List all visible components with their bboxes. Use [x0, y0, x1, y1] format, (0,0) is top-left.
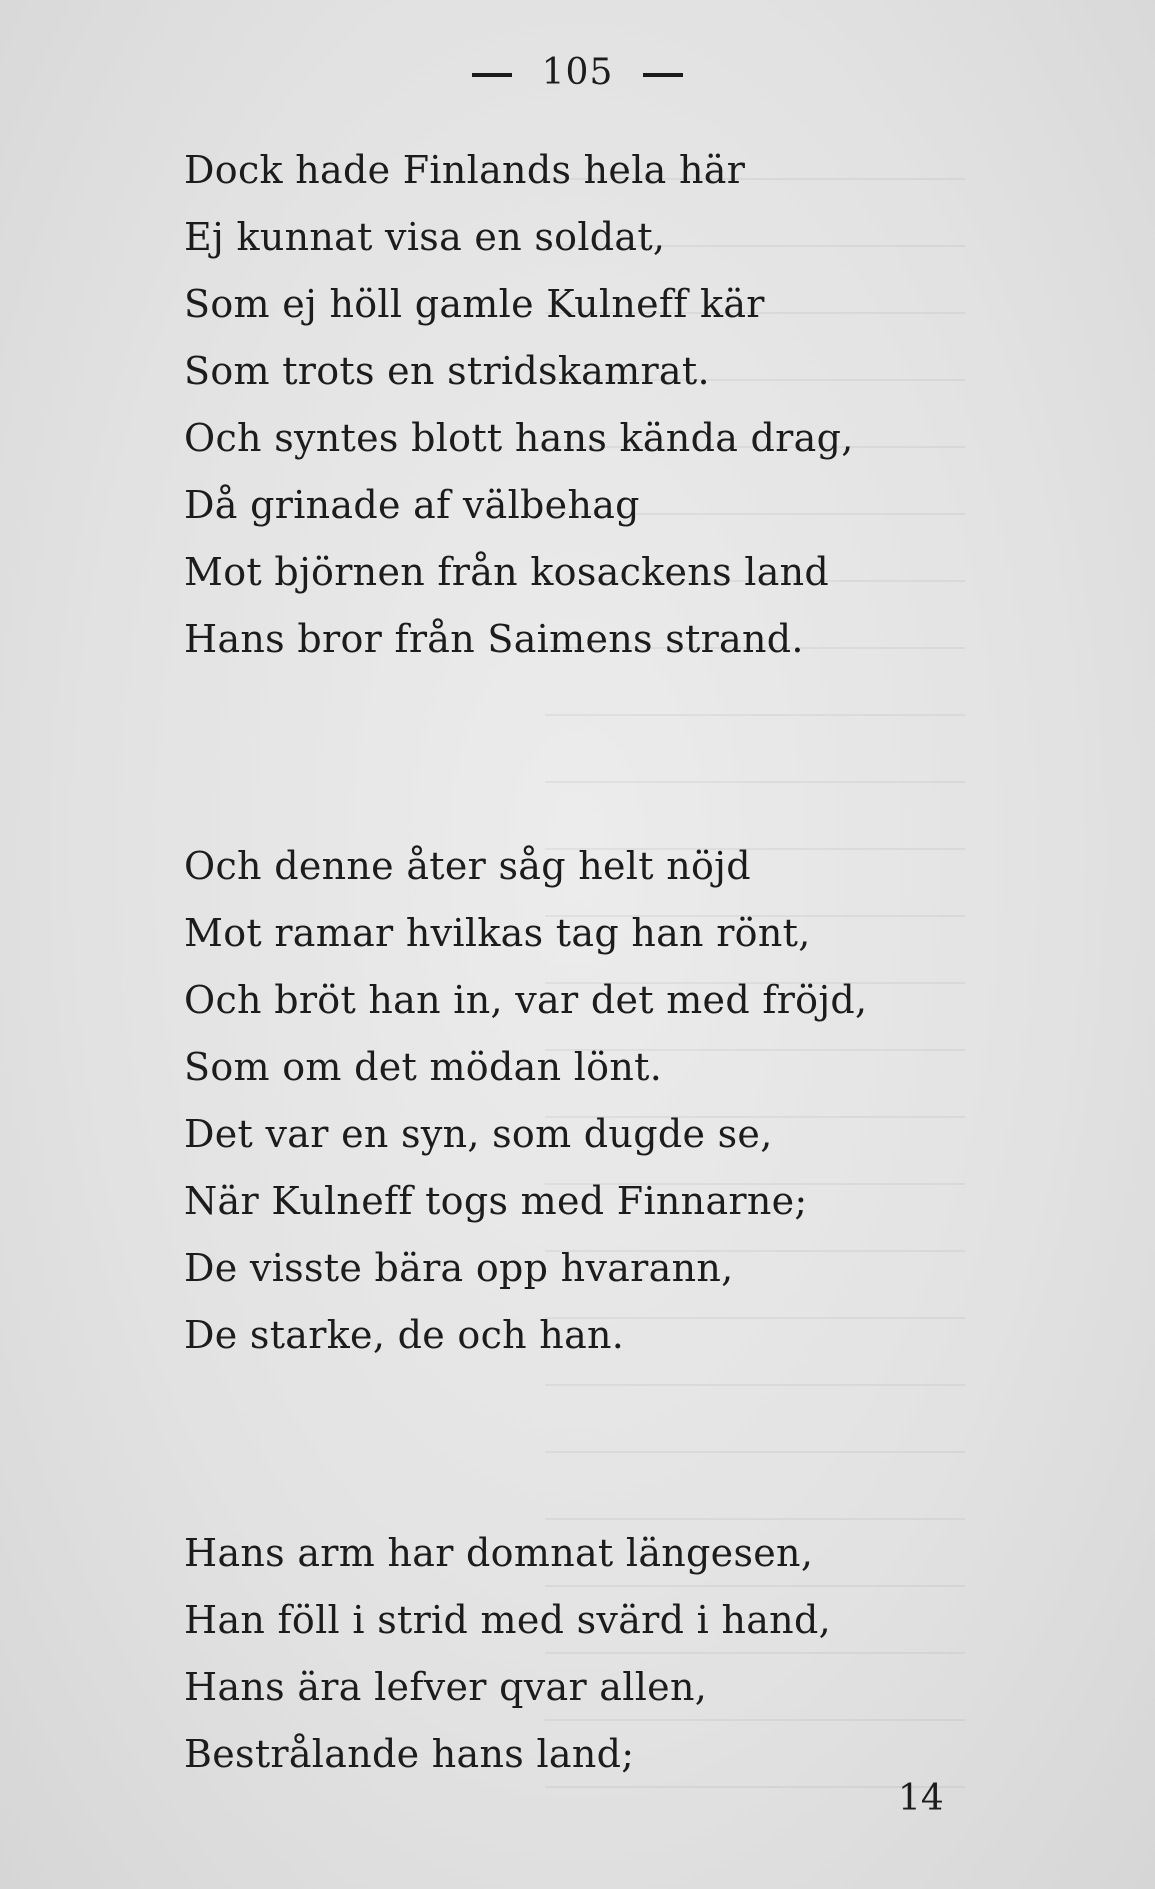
stanza-1 [184, 137, 944, 673]
verse-line: Ej kunnat visa en soldat, [184, 215, 666, 259]
signature-mark: 14 [898, 1778, 944, 1819]
verse-line: Hans bror från Saimens strand. [184, 617, 804, 661]
page-number: 105 [541, 52, 614, 93]
stanza-2 [184, 833, 944, 1369]
stanza-3 [184, 1520, 944, 1788]
verse-line: Det var en syn, som dugde se, [184, 1112, 773, 1156]
verse-line: Hans arm har domnat längesen, [184, 1531, 814, 1575]
verse-line: Han föll i strid med svärd i hand, [184, 1598, 831, 1642]
verse-line: Mot ramar hvilkas tag han rönt, [184, 911, 811, 955]
verse-line: Hans ära lefver qvar allen, [184, 1665, 708, 1709]
verse-line: Mot björnen från kosackens land [184, 550, 830, 594]
verse-line: Som trots en stridskamrat. [184, 349, 710, 393]
verse-line: De starke, de och han. [184, 1313, 625, 1357]
header-dash-left [472, 73, 512, 77]
verse-line: Och bröt han in, var det med fröjd, [184, 978, 868, 1022]
verse-line: Som ej höll gamle Kulneff kär [184, 282, 765, 326]
header-dash-right [643, 73, 683, 77]
verse-line: Då grinade af välbehag [184, 483, 640, 527]
verse-line: Bestrålande hans land; [184, 1732, 635, 1776]
page-header [0, 52, 1155, 93]
verse-line: Dock hade Finlands hela här [184, 148, 746, 192]
verse-line: När Kulneff togs med Finnarne; [184, 1179, 808, 1223]
verse-line: Som om det mödan lönt. [184, 1045, 663, 1089]
verse-line: Och syntes blott hans kända drag, [184, 416, 854, 460]
verse-line: Och denne åter såg helt nöjd [184, 844, 751, 888]
verse-line: De visste bära opp hvarann, [184, 1246, 734, 1290]
